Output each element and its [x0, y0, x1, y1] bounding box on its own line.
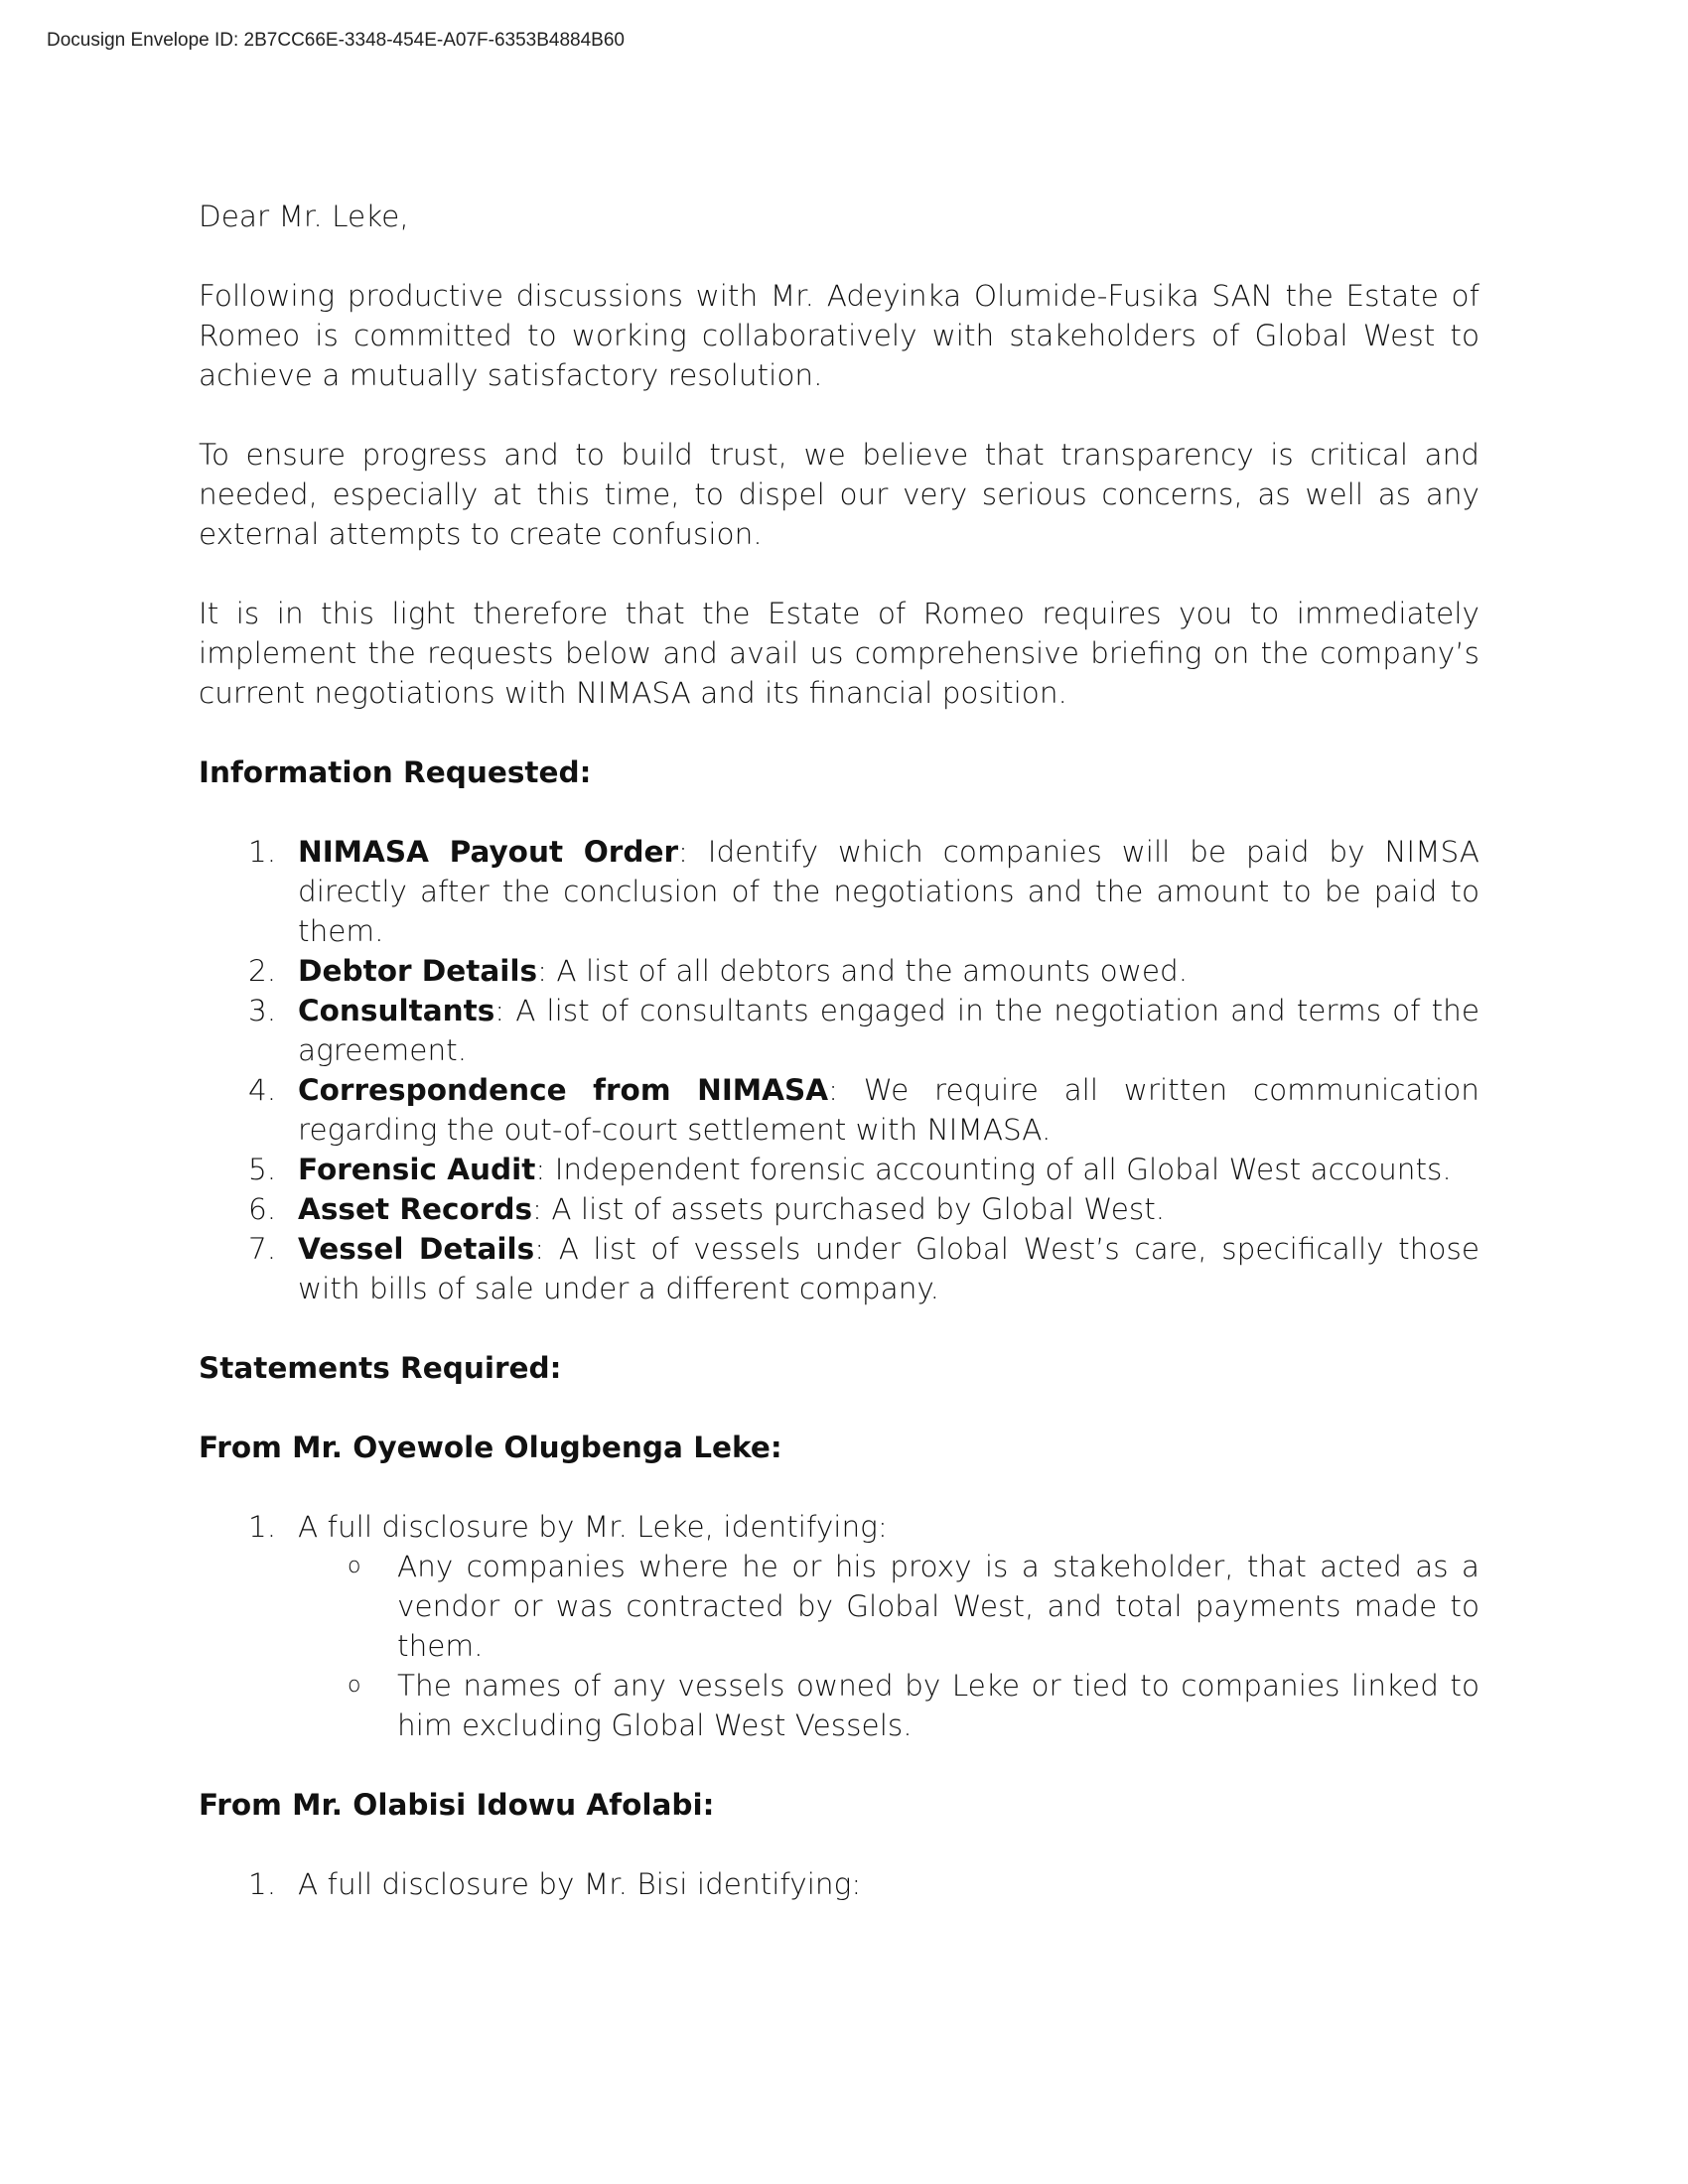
paragraph-intro: Following productive discussions with Mr. Adeyinka Olumide-Fusika SAN the Estate of Romeo is committed to working collaboratively with stakeholders of Global West to achieve a mutually satisfactory resolution. — [199, 279, 1479, 392]
list-number: 3. — [248, 994, 277, 1027]
list-text: A full disclosure by Mr. Leke, identifying: — [298, 1510, 888, 1544]
list-item — [199, 951, 1479, 991]
list-term: Asset Records — [298, 1192, 533, 1226]
sub-list-text: The names of any vessels owned by Leke or tied to companies linked to him excluding Global West Vessels. — [397, 1669, 1479, 1742]
salutation: Dear Mr. Leke, — [199, 200, 409, 233]
sub-list-item — [298, 1547, 1479, 1666]
list-number: 1. — [248, 835, 277, 869]
sub-list-text: Any companies where he or his proxy is a stakeholder, that acted as a vendor or was contracted by Global West, and total payments made to them. — [397, 1550, 1479, 1663]
list-term: NIMASA Payout Order — [298, 835, 679, 869]
list-text: : Identify which companies will be paid by NIMSA directly after the conclusion of the negotiations and the amount to be paid to them. — [298, 835, 1479, 948]
list-term: Correspondence from NIMASA — [298, 1073, 829, 1107]
paragraph-requests: It is in this light therefore that the Estate of Romeo requires you to immediately implement the requests below and avail us comprehensive briefing on the company’s current negotiations with NIMASA and its financial position. — [199, 597, 1479, 710]
list-term: Consultants — [298, 994, 495, 1027]
leke-heading: From Mr. Oyewole Olugbenga Leke: — [199, 1431, 782, 1464]
list-item — [199, 1150, 1479, 1189]
list-item — [199, 832, 1479, 951]
sub-list-item — [298, 1666, 1479, 1745]
list-term: Vessel Details — [298, 1232, 535, 1266]
list-text: : A list of all debtors and the amounts owed. — [537, 954, 1189, 988]
bullet-icon: o — [348, 1673, 361, 1698]
list-text: : A list of consultants engaged in the negotiation and terms of the agreement. — [298, 994, 1479, 1067]
list-number: 4. — [248, 1073, 277, 1107]
leke-list — [199, 1507, 1479, 1745]
list-item — [199, 991, 1479, 1070]
list-number: 2. — [248, 954, 277, 988]
list-item — [199, 1507, 1479, 1745]
bisi-heading: From Mr. Olabisi Idowu Afolabi: — [199, 1788, 715, 1822]
list-text: : Independent forensic accounting of all Global West accounts. — [535, 1153, 1452, 1186]
list-item — [199, 1070, 1479, 1150]
statements-required-heading: Statements Required: — [199, 1351, 562, 1385]
list-number: 6. — [248, 1192, 277, 1226]
list-text: A full disclosure by Mr. Bisi identifying: — [298, 1867, 862, 1901]
list-number: 7. — [248, 1232, 277, 1266]
bisi-list — [199, 1864, 1479, 1904]
list-text: : A list of assets purchased by Global West. — [532, 1192, 1166, 1226]
list-number: 5. — [248, 1153, 277, 1186]
list-item — [199, 1864, 1479, 1904]
info-requested-heading: Information Requested: — [199, 755, 592, 789]
list-item — [199, 1189, 1479, 1229]
envelope-id: Docusign Envelope ID: 2B7CC66E-3348-454E-A07F-6353B4884B60 — [47, 30, 625, 51]
letter-body — [199, 197, 1479, 1944]
list-term: Debtor Details — [298, 954, 538, 988]
list-item — [199, 1229, 1479, 1308]
bullet-icon: o — [348, 1554, 361, 1578]
list-term: Forensic Audit — [298, 1153, 536, 1186]
paragraph-transparency: To ensure progress and to build trust, we believe that transparency is critical and needed, especially at this time, to dispel our very serious concerns, as well as any external attempts to create confusion. — [199, 438, 1479, 551]
sub-list — [298, 1547, 1479, 1745]
list-text: : A list of vessels under Global West’s care, specifically those with bills of sale under a different company. — [298, 1232, 1479, 1305]
list-number: 1. — [248, 1867, 277, 1901]
list-text: : We require all written communication regarding the out-of-court settlement with NIMASA. — [298, 1073, 1479, 1147]
info-requested-list — [199, 832, 1479, 1308]
list-number: 1. — [248, 1510, 277, 1544]
